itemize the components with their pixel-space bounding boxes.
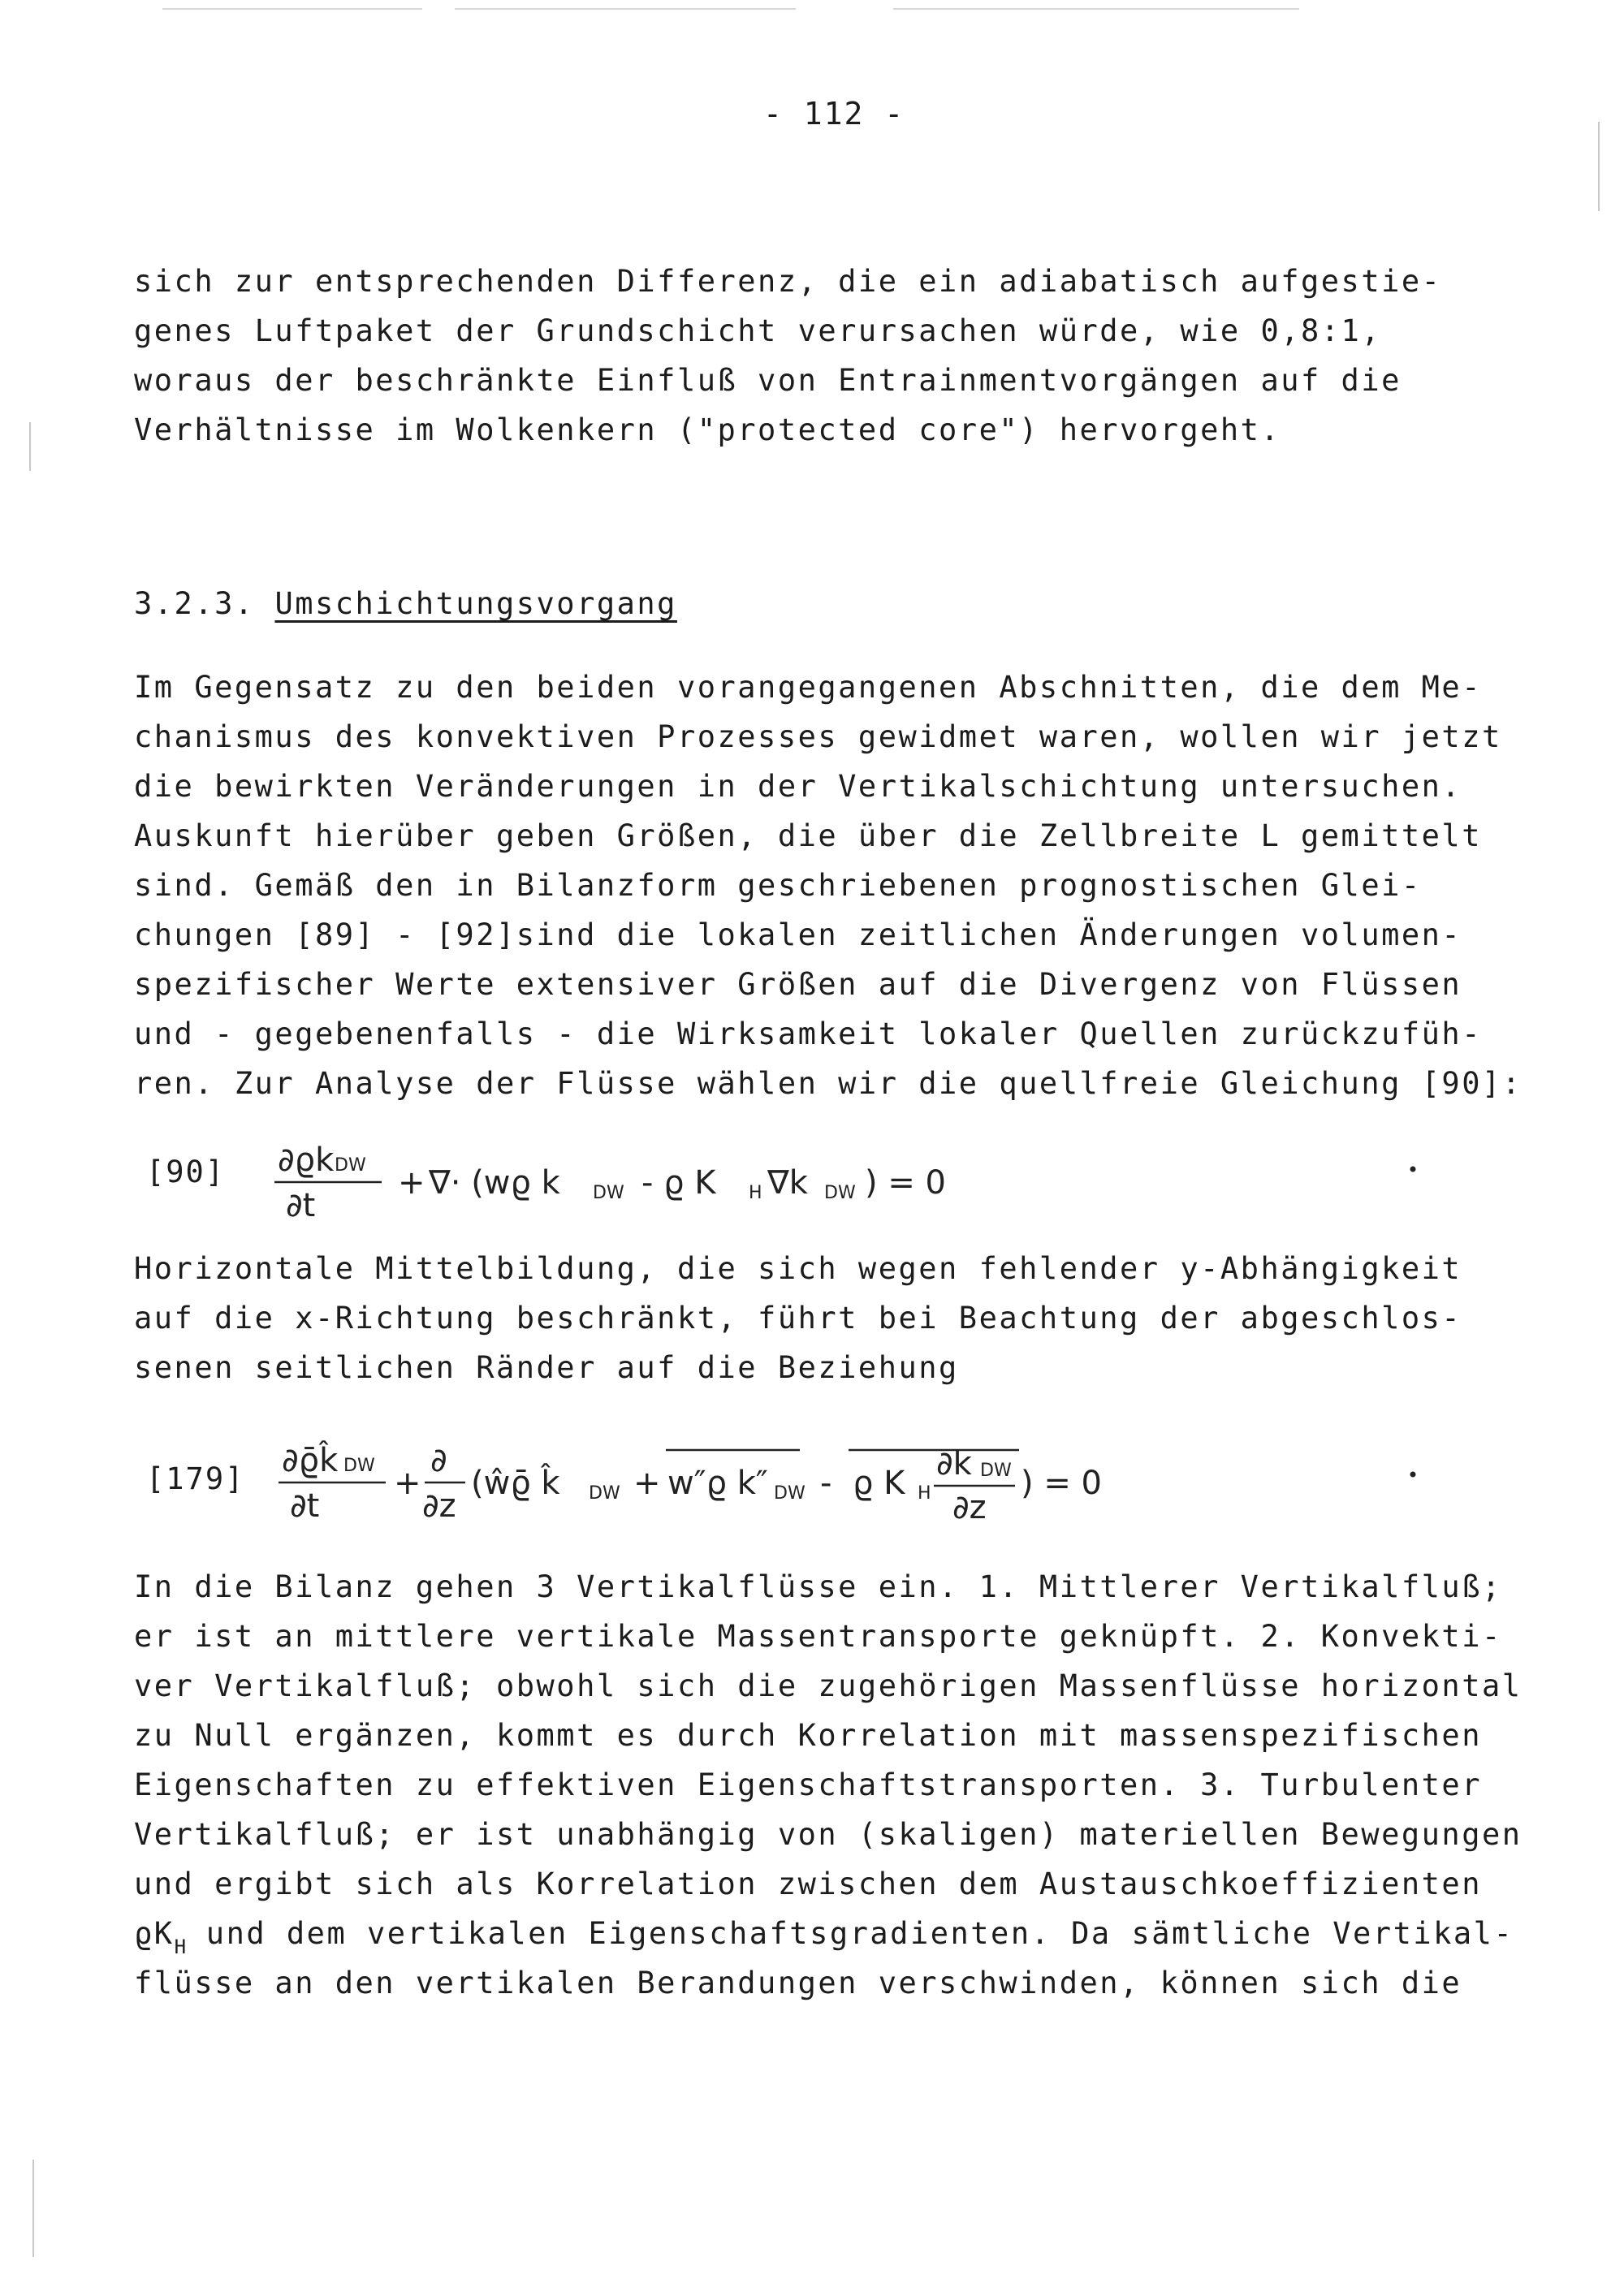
scan-margin-mark [32,2160,34,2257]
text-line-rest: und dem vertikalen Eigenschaftsgradienten. Da sämtliche Vertikal- [186,1916,1514,1951]
text-line: In die Bilanz gehen 3 Vertikalflüsse ein. 1. Mittlerer Vertikalfluß; [134,1569,1502,1604]
section-heading [134,586,677,621]
eq179-minus: - [820,1465,832,1502]
text-line: und - gegebenenfalls - die Wirksamkeit lokaler Quellen zurückzufüh- [134,1016,1482,1051]
eq90-end: ) = 0 [865,1164,946,1202]
text-line: Eigenschaften zu effektiven Eigenschaftstransporten. 3. Turbulenter [134,1767,1482,1802]
equation-90-label: [90] [146,1154,226,1189]
eq179-term2: w″ϱ k″ [667,1465,768,1502]
rho-kh-subscript: H [174,1936,187,1958]
eq179-frac2-denominator: ∂z [952,1489,987,1526]
paragraph-3 [134,1244,1462,1392]
eq90-grad-sub: DW [824,1183,856,1203]
text-line: und ergibt sich als Korrelation zwischen dem Austauschkoeffizienten [134,1867,1482,1901]
eq179-term1-sub: DW [589,1483,620,1504]
text-line: ver Vertikalfluß; obwohl sich die zugehörigen Massenflüsse horizontal [134,1668,1522,1703]
eq179-plus2: + [633,1465,661,1502]
text-line: woraus der beschränkte Einfluß von Entrainmentvorgängen auf die [134,363,1402,398]
eq90-kh-sub: H [749,1183,762,1203]
eq90-plus: + [398,1164,425,1202]
scan-edge-line [455,8,796,10]
eq179-lhs-denominator: ∂t [290,1487,320,1525]
eq179-d-numerator: ∂ [430,1442,447,1479]
text-line: chungen [89] - [92]sind die lokalen zeitlichen Änderungen volumen- [134,917,1462,952]
text-line: Auskunft hierüber geben Größen, die über die Zellbreite L gemittelt [134,818,1482,853]
text-line: genes Luftpaket der Grundschicht verursachen würde, wie 0,8:1, [134,313,1382,348]
equation-179 [272,1429,1506,1534]
text-line: Vertikalfluß; er ist unabhängig von (skaligen) materiellen Bewegungen [134,1817,1522,1852]
text-line: flüsse an den vertikalen Berandungen verschwinden, können sich die [134,1966,1462,2000]
paragraph-2 [134,662,1522,1108]
text-line: sind. Gemäß den in Bilanzform geschriebenen prognostischen Glei- [134,868,1422,903]
scan-margin-mark [29,422,31,471]
eq179-term3: ϱ K [853,1465,905,1502]
text-line: Horizontale Mittelbildung, die sich wegen fehlender y-Abhängigkeit [134,1251,1462,1286]
paragraph-4 [134,1562,1522,2008]
text-line: spezifischer Werte extensiver Größen auf die Divergenz von Flüssen [134,967,1462,1002]
eq90-lhs-denominator: ∂t [286,1187,316,1224]
eq179-lhs-sub: DW [343,1456,375,1476]
eq179-frac2-numerator: ∂k [936,1445,972,1482]
eq90-k-sub: DW [593,1183,624,1203]
text-line: die bewirkten Veränderungen in der Vertikalschichtung untersuchen. [134,769,1462,804]
text-line: ren. Zur Analyse der Flüsse wählen wir die quellfreie Gleichung [90]: [134,1066,1522,1101]
paragraph-1 [134,257,1441,455]
eq90-grad-term: ∇k [767,1164,808,1202]
text-line: senen seitlichen Ränder auf die Beziehung [134,1350,959,1385]
text-line: er ist an mittlere vertikale Massentransporte geknüpft. 2. Konvekti- [134,1619,1502,1654]
eq90-lhs-numerator: ∂ϱk [278,1142,335,1179]
text-line [134,1909,1522,1958]
eq90-lhs-sub: DW [335,1155,366,1176]
eq179-term3-sub: H [918,1483,931,1504]
eq90-minus-term: - ϱ K [641,1164,716,1202]
eq90-nabla-term: ∇· (wϱ k [429,1164,560,1202]
equation-90 [268,1129,1502,1234]
scan-margin-mark [1598,122,1600,211]
page-number: - 112 - [763,96,905,132]
text-line: auf die x-Richtung beschränkt, führt bei Beachtung der abgeschlos- [134,1301,1462,1336]
eq179-term1: (ŵϱ̄ k̂ [471,1465,560,1502]
eq179-d-denominator: ∂z [422,1487,456,1525]
scan-edge-line [893,8,1299,10]
section-title: Umschichtungsvorgang [274,586,677,621]
equation-179-label: [179] [146,1461,245,1496]
eq179-term2-sub: DW [774,1483,806,1504]
eq179-end: ) = 0 [1021,1465,1102,1502]
eq179-frac2-sub: DW [980,1461,1012,1481]
scan-edge-line [162,8,422,10]
eq179-lhs-numerator: ∂ϱ̄k̂ [282,1442,339,1479]
text-line: zu Null ergänzen, kommt es durch Korrelation mit massenspezifischen [134,1718,1482,1753]
section-number: 3.2.3. [134,586,255,621]
text-line: Im Gegensatz zu den beiden vorangegangenen Abschnitten, die dem Me- [134,670,1482,705]
text-line: chanismus des konvektiven Prozesses gewidmet waren, wollen wir jetzt [134,719,1502,754]
eq179-plus: + [394,1465,421,1502]
eq179-period [1410,1472,1416,1478]
eq90-period [1410,1167,1416,1172]
rho-kh-symbol: ϱK [134,1916,175,1951]
text-line: sich zur entsprechenden Differenz, die ein adiabatisch aufgestie- [134,264,1442,299]
text-line: Verhältnisse im Wolkenkern ("protected core") hervorgeht. [134,412,1281,447]
